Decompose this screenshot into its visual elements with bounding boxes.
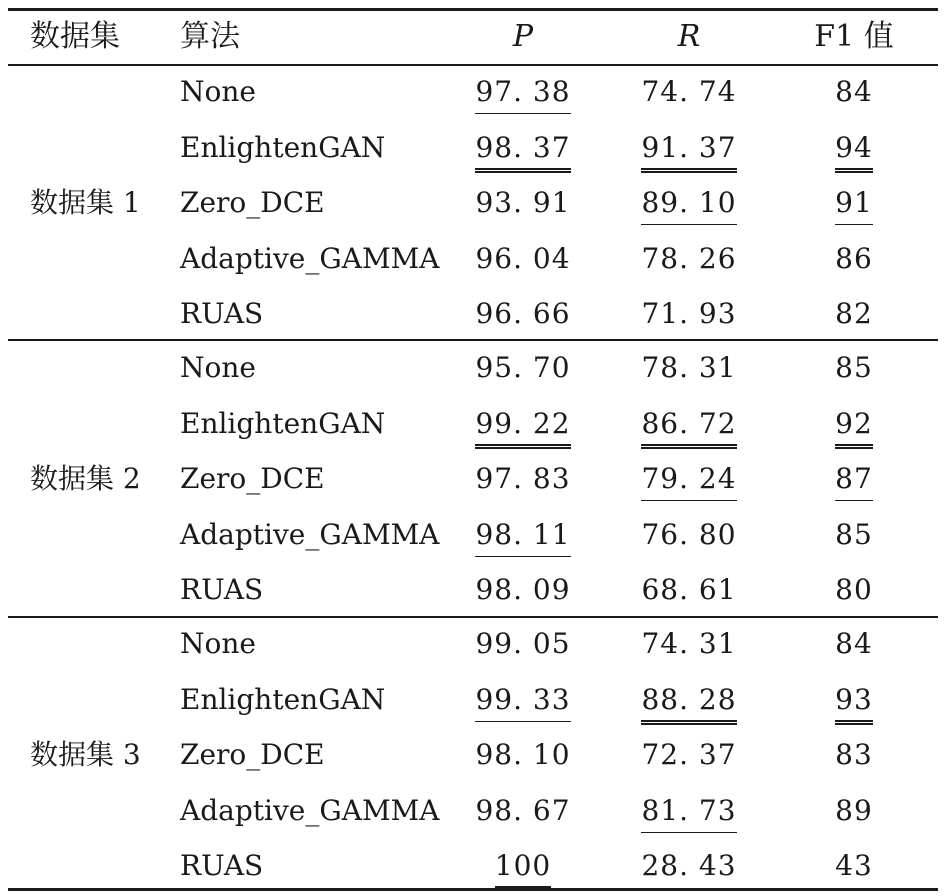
precision-cell-value: 98. 11	[475, 518, 570, 557]
recall-cell-value: 74. 31	[641, 627, 737, 660]
algorithm-cell: RUAS	[180, 297, 264, 330]
header-precision: P	[512, 19, 534, 54]
recall-cell	[606, 459, 772, 499]
f1-cell	[772, 515, 936, 555]
dataset-label: 数据集 3	[30, 738, 141, 771]
recall-cell	[606, 515, 772, 555]
f1-cell	[772, 680, 936, 720]
recall-cell	[606, 348, 772, 388]
f1-cell	[772, 404, 936, 444]
recall-cell-value: 72. 37	[641, 738, 737, 771]
recall-cell-value: 71. 93	[641, 297, 737, 330]
algorithm-cell: Zero_DCE	[180, 186, 325, 219]
precision-cell-value: 93. 91	[475, 186, 571, 219]
precision-cell-value: 100	[495, 849, 551, 891]
algorithm-cell: Adaptive_GAMMA	[180, 241, 440, 275]
recall-cell-value: 74. 74	[641, 75, 737, 108]
recall-cell	[606, 846, 772, 886]
recall-cell-value: 28. 43	[641, 849, 737, 882]
f1-cell-value: 87	[835, 462, 873, 501]
precision-cell	[440, 239, 606, 279]
f1-cell	[772, 570, 936, 610]
precision-cell	[440, 735, 606, 775]
recall-cell-value: 76. 80	[641, 517, 737, 551]
algorithm-cell: None	[180, 351, 256, 384]
f1-cell	[772, 846, 936, 886]
algorithm-cell: EnlightenGAN	[180, 130, 386, 164]
precision-cell-value: 97. 38	[475, 75, 570, 114]
precision-cell-value: 98. 67	[475, 793, 571, 827]
precision-cell	[440, 348, 606, 388]
f1-cell-value: 80	[835, 573, 873, 606]
recall-cell-value: 78. 31	[641, 351, 737, 384]
recall-cell-value: 78. 26	[641, 241, 737, 275]
algorithm-cell: Adaptive_GAMMA	[180, 517, 440, 551]
f1-cell	[772, 239, 936, 279]
f1-cell	[772, 459, 936, 499]
precision-cell	[440, 72, 606, 112]
f1-cell-value: 89	[835, 793, 873, 827]
recall-cell-value: 86. 72	[641, 407, 736, 449]
header-recall: R	[677, 19, 701, 54]
header-dataset: 数据集	[30, 19, 120, 54]
precision-cell	[440, 515, 606, 555]
precision-cell	[440, 624, 606, 664]
precision-cell-value: 98. 09	[475, 573, 571, 606]
f1-cell-value: 83	[835, 738, 873, 771]
f1-cell-value: 91	[835, 186, 873, 225]
algorithm-cell: None	[180, 75, 256, 108]
precision-cell	[440, 404, 606, 444]
precision-cell	[440, 570, 606, 610]
bottom-rule	[8, 888, 938, 891]
f1-cell-value: 85	[835, 517, 873, 551]
dataset-label: 数据集 1	[30, 186, 141, 219]
recall-cell	[606, 72, 772, 112]
header-rule	[8, 64, 938, 66]
recall-cell-value: 79. 24	[641, 462, 736, 501]
precision-cell	[440, 128, 606, 168]
precision-cell-value: 99. 05	[475, 627, 571, 660]
top-rule	[8, 8, 938, 11]
algorithm-cell: Zero_DCE	[180, 462, 325, 495]
precision-cell-value: 96. 66	[475, 297, 571, 330]
f1-cell-value: 43	[835, 849, 873, 882]
algorithm-cell: RUAS	[180, 573, 264, 606]
group-separator-rule	[8, 616, 938, 618]
algorithm-cell: None	[180, 627, 256, 660]
precision-cell	[440, 294, 606, 334]
recall-cell	[606, 791, 772, 831]
precision-cell	[440, 459, 606, 499]
recall-cell	[606, 624, 772, 664]
f1-cell	[772, 72, 936, 112]
header-f1: F1 值	[814, 19, 894, 54]
f1-cell-value: 92	[835, 407, 873, 449]
precision-cell-value: 98. 37	[475, 131, 570, 173]
precision-cell	[440, 791, 606, 831]
precision-cell-value: 99. 33	[475, 683, 570, 722]
precision-cell	[440, 680, 606, 720]
f1-cell-value: 86	[835, 241, 873, 275]
precision-cell-value: 99. 22	[475, 407, 570, 449]
precision-cell	[440, 183, 606, 223]
recall-cell	[606, 294, 772, 334]
algorithm-cell: Zero_DCE	[180, 738, 325, 771]
f1-cell-value: 94	[835, 131, 873, 173]
f1-cell	[772, 348, 936, 388]
f1-cell-value: 84	[835, 75, 873, 108]
precision-cell-value: 98. 10	[475, 738, 571, 771]
recall-cell-value: 89. 10	[641, 186, 736, 225]
f1-cell	[772, 128, 936, 168]
algorithm-cell: RUAS	[180, 849, 264, 882]
recall-cell	[606, 680, 772, 720]
precision-cell	[440, 846, 606, 886]
algorithm-cell: EnlightenGAN	[180, 406, 386, 440]
f1-cell-value: 93	[835, 683, 873, 725]
header-algorithm: 算法	[180, 19, 240, 54]
f1-cell	[772, 294, 936, 334]
precision-cell-value: 96. 04	[475, 241, 571, 275]
f1-cell	[772, 735, 936, 775]
recall-cell	[606, 128, 772, 168]
algorithm-cell: Adaptive_GAMMA	[180, 793, 440, 827]
f1-cell-value: 82	[835, 297, 873, 330]
recall-cell	[606, 735, 772, 775]
f1-cell-value: 84	[835, 627, 873, 660]
f1-cell	[772, 183, 936, 223]
recall-cell	[606, 239, 772, 279]
recall-cell	[606, 183, 772, 223]
f1-cell	[772, 791, 936, 831]
recall-cell-value: 81. 73	[641, 794, 736, 833]
algorithm-cell: EnlightenGAN	[180, 682, 386, 716]
dataset-label: 数据集 2	[30, 462, 141, 495]
group-separator-rule	[8, 339, 938, 341]
f1-cell-value: 85	[835, 351, 873, 384]
f1-cell	[772, 624, 936, 664]
recall-cell	[606, 570, 772, 610]
recall-cell	[606, 404, 772, 444]
precision-cell-value: 95. 70	[475, 351, 571, 384]
recall-cell-value: 91. 37	[641, 131, 736, 173]
recall-cell-value: 88. 28	[641, 683, 736, 725]
recall-cell-value: 68. 61	[641, 573, 737, 606]
precision-cell-value: 97. 83	[475, 462, 571, 495]
